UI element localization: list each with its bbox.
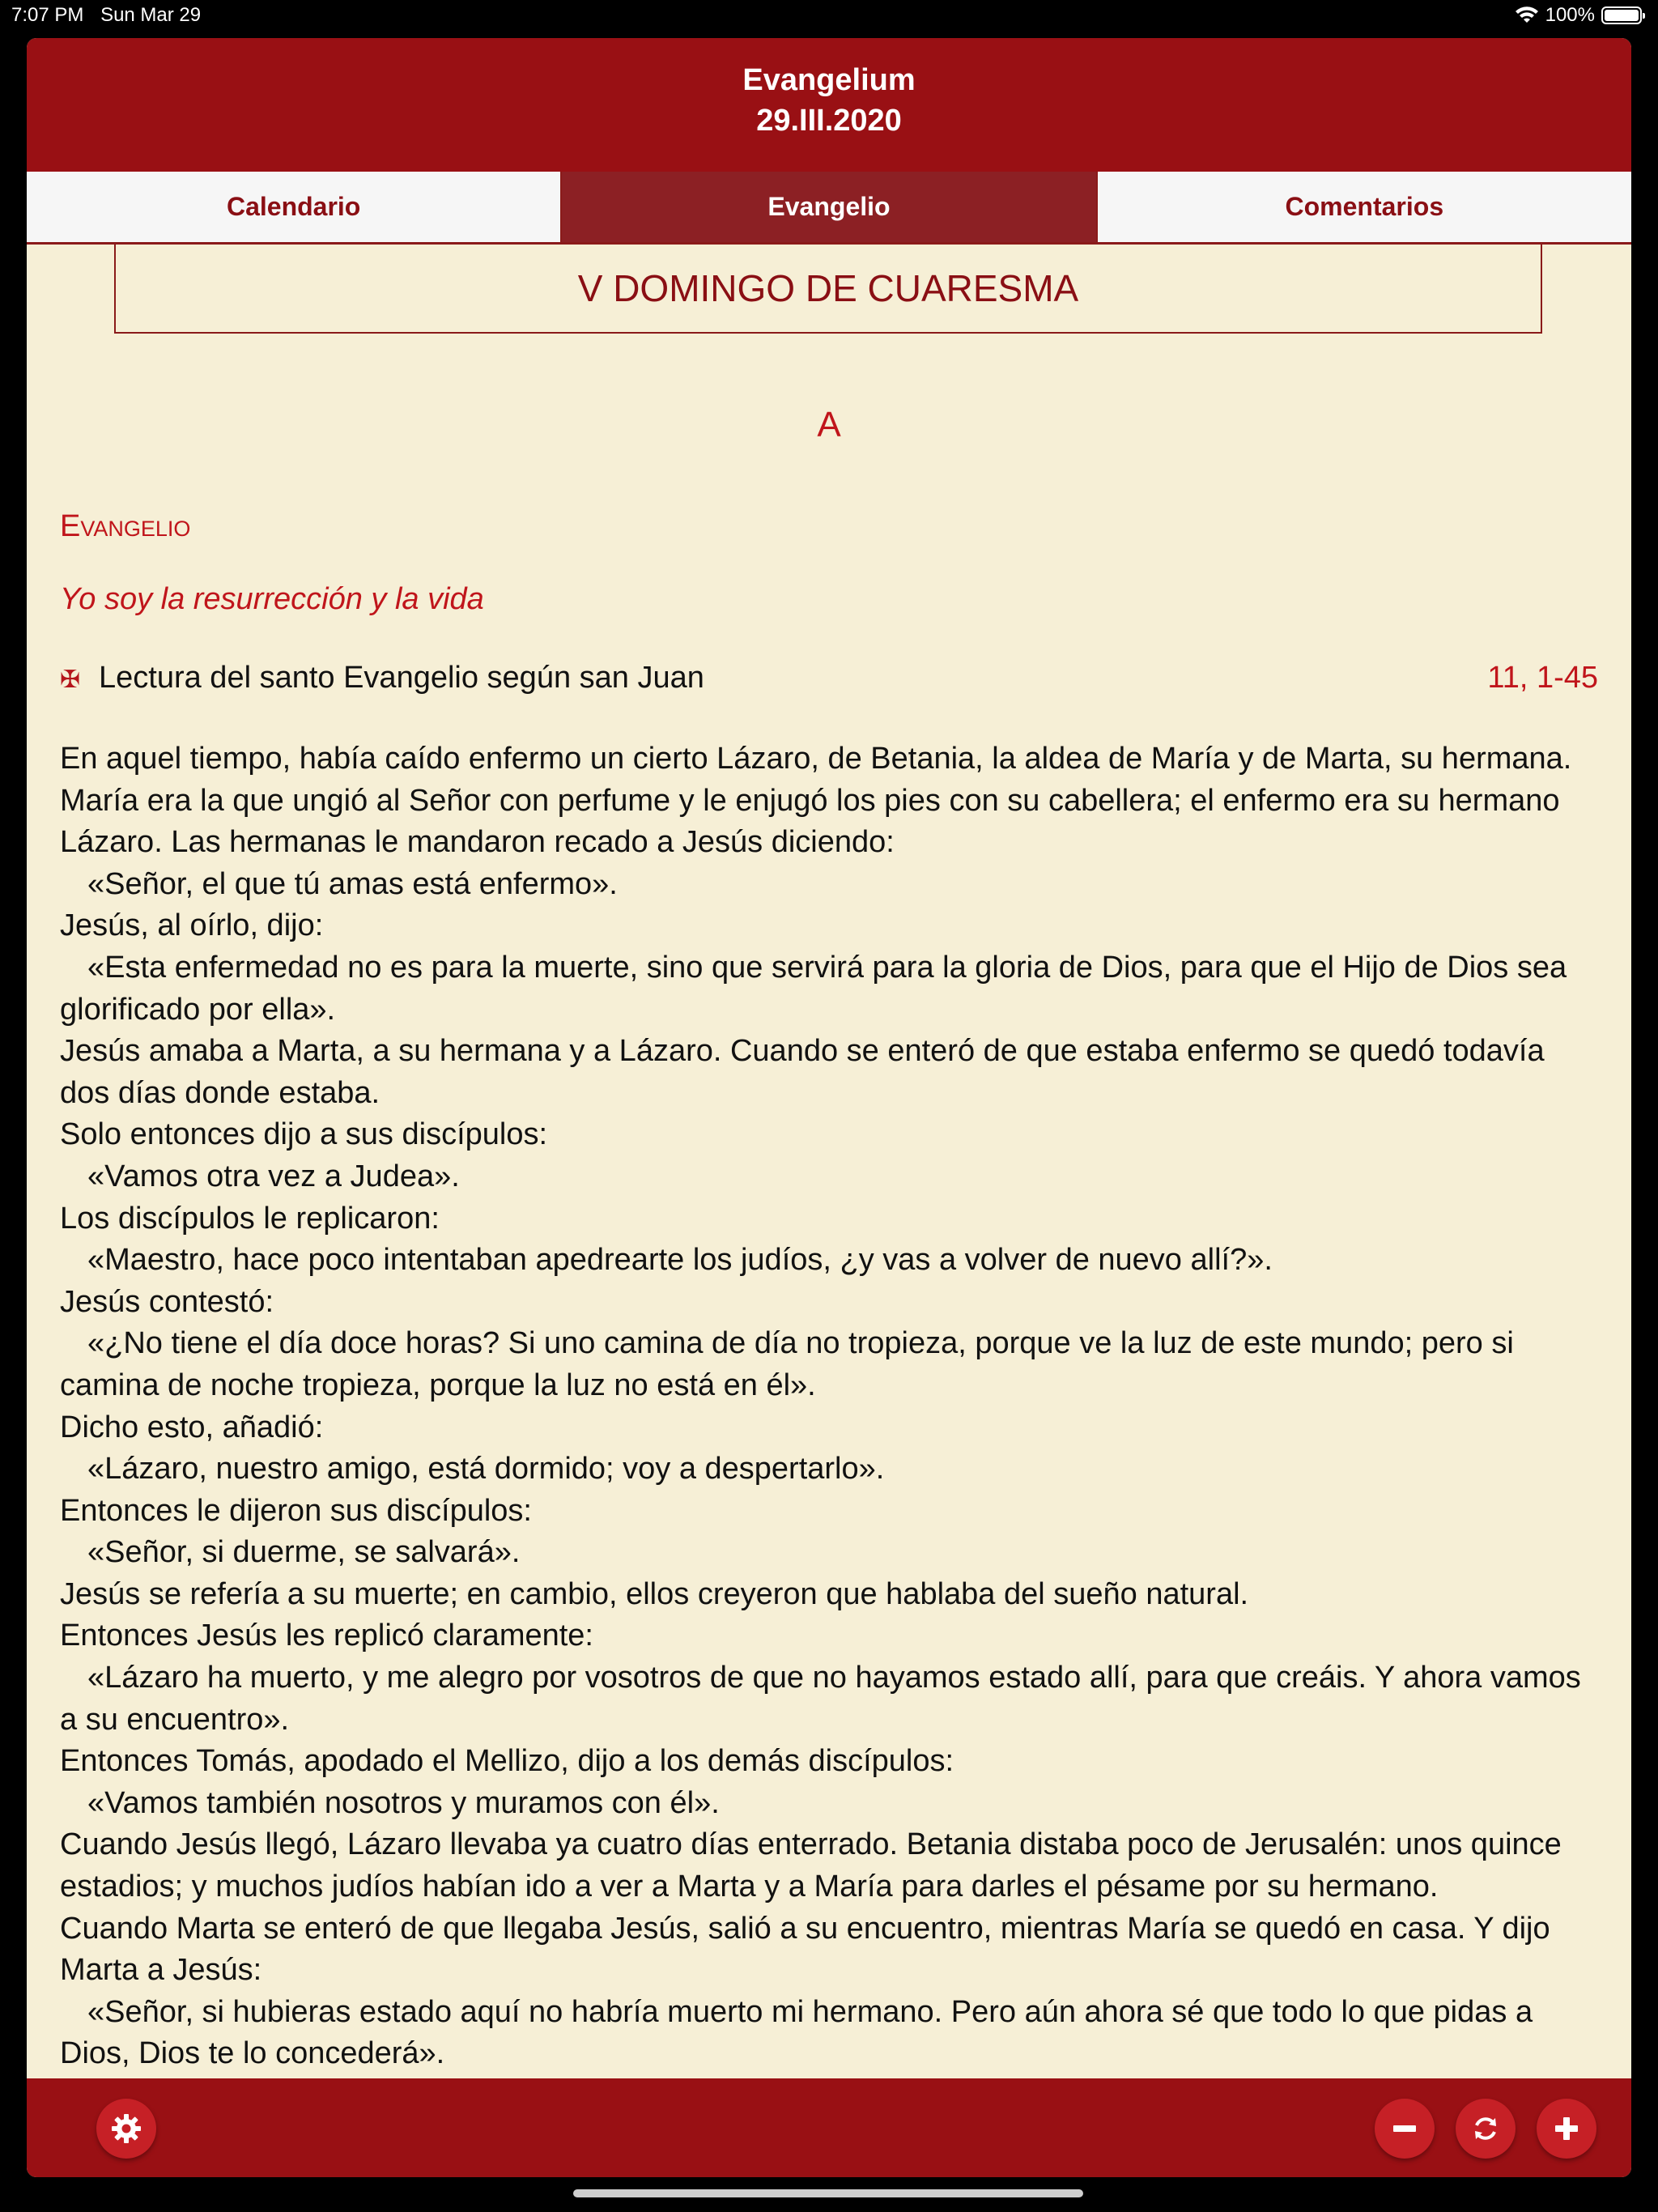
tab-comentarios[interactable]: Comentarios — [1098, 172, 1631, 242]
day-title: V DOMINGO DE CUARESMA — [114, 245, 1542, 334]
reading-title: Lectura del santo Evangelio según san Juan — [99, 661, 704, 695]
refresh-icon — [1470, 2113, 1501, 2144]
narrative-paragraph: Dicho esto, añadió: — [60, 1410, 324, 1444]
quote-paragraph: «Señor, el que tú amas está enfermo». — [87, 866, 618, 901]
narrative-paragraph: Los discípulos le replicaron: — [60, 1201, 440, 1236]
narrative-paragraph: Jesús se refería a su muerte; en cambio, ellos creyeron que hablaba del sueño natural. — [60, 1576, 1249, 1611]
narrative-paragraph: Jesús, al oírlo, dijo: — [60, 908, 324, 943]
section-heading: Evangelio — [60, 509, 191, 543]
status-time: 7:07 PM — [11, 4, 84, 26]
status-left — [11, 4, 212, 27]
quote-paragraph: «Vamos otra vez a Judea». — [87, 1159, 460, 1193]
app-window — [27, 38, 1631, 2177]
gear-icon — [110, 2112, 142, 2145]
gospel-text — [60, 738, 1598, 2075]
quote-paragraph: «Esta enfermedad no es para la muerte, sino que servirá para la gloria de Dios, para que el Hijo de Dios sea glorificado por ella». — [60, 950, 1567, 1027]
header-date: 29.III.2020 — [756, 104, 902, 138]
narrative-paragraph: Jesús amaba a Marta, a su hermana y a Lázaro. Cuando se enteró de que estaba enfermo se quedó todavía dos días donde estaba. — [60, 1034, 1545, 1110]
scripture-reference: 11, 1-45 — [1487, 661, 1598, 695]
reading-subtitle: Yo soy la resurrección y la vida — [60, 582, 484, 616]
reading-header — [60, 661, 1598, 700]
narrative-paragraph: Jesús contestó: — [60, 1284, 274, 1319]
minus-icon — [1390, 2114, 1419, 2143]
battery-icon — [1601, 6, 1642, 24]
quote-paragraph: «Maestro, hace poco intentaban apedrearte los judíos, ¿y vas a volver de nuevo allí?». — [87, 1243, 1273, 1278]
tab-calendario[interactable]: Calendario — [27, 172, 562, 242]
plus-icon — [1552, 2114, 1581, 2143]
narrative-paragraph: Solo entonces dijo a sus discípulos: — [60, 1117, 548, 1152]
cross-icon: ✠ — [60, 666, 81, 693]
quote-paragraph: «Señor, si duerme, se salvará». — [87, 1535, 521, 1570]
narrative-paragraph: Entonces le dijeron sus discípulos: — [60, 1493, 532, 1528]
narrative-paragraph: Cuando Jesús llegó, Lázaro llevaba ya cuatro días enterrado. Betania distaba poco de Jerusalén: unos quince estadios; y muchos judíos habían ido a ver a Marta y a María para darles el pésame por su hermano. — [60, 1827, 1562, 1904]
app-title: Evangelium — [742, 63, 916, 97]
quote-paragraph: «¿No tiene el día doce horas? Si uno camina de día no tropieza, porque ve la luz de este mundo; pero si camina de noche tropieza, porque la luz no está en él». — [60, 1326, 1514, 1402]
home-indicator[interactable] — [573, 2189, 1083, 2197]
quote-paragraph: «Lázaro ha muerto, y me alegro por vosotros de que no hayamos estado allí, para que creáis. Y ahora vamos a su encuentro». — [60, 1661, 1581, 1737]
header-bar — [27, 38, 1631, 172]
narrative-paragraph: Entonces Jesús les replicó claramente: — [60, 1619, 593, 1653]
reading-content[interactable] — [27, 245, 1631, 2116]
tab-bar — [27, 172, 1631, 245]
battery-fill — [1605, 10, 1639, 21]
settings-button[interactable] — [96, 2099, 156, 2159]
reset-font-button[interactable] — [1456, 2099, 1516, 2159]
wifi-icon — [1515, 6, 1539, 24]
status-right — [1515, 4, 1642, 27]
narrative-paragraph: Entonces Tomás, apodado el Mellizo, dijo a los demás discípulos: — [60, 1744, 954, 1779]
increase-font-button[interactable] — [1537, 2099, 1596, 2159]
battery-percent: 100% — [1545, 4, 1595, 26]
quote-paragraph: «Lázaro, nuestro amigo, está dormido; voy a despertarlo». — [87, 1452, 885, 1487]
liturgical-cycle: A — [817, 405, 841, 445]
quote-paragraph: «Señor, si hubieras estado aquí no habría muerto mi hermano. Pero aún ahora sé que todo lo que pidas a Dios, Dios te lo concederá». — [60, 1994, 1533, 2071]
status-date: Sun Mar 29 — [100, 4, 202, 26]
decrease-font-button[interactable] — [1375, 2099, 1435, 2159]
status-bar — [0, 0, 1658, 36]
bottom-toolbar — [27, 2078, 1631, 2177]
narrative-paragraph: Cuando Marta se enteró de que llegaba Jesús, salió a su encuentro, mientras María se quedó en casa. Y dijo Marta a Jesús: — [60, 1911, 1550, 1988]
narrative-paragraph: En aquel tiempo, había caído enfermo un cierto Lázaro, de Betania, la aldea de María y de Marta, su hermana. María era la que ungió al Señor con perfume y le enjugó los pies con su cabellera; el enfermo era su hermano Lázaro. Las hermanas le mandaron recado a Jesús diciendo: — [60, 742, 1572, 860]
quote-paragraph: «Vamos también nosotros y muramos con él». — [87, 1785, 720, 1820]
tab-evangelio[interactable]: Evangelio — [562, 172, 1097, 242]
